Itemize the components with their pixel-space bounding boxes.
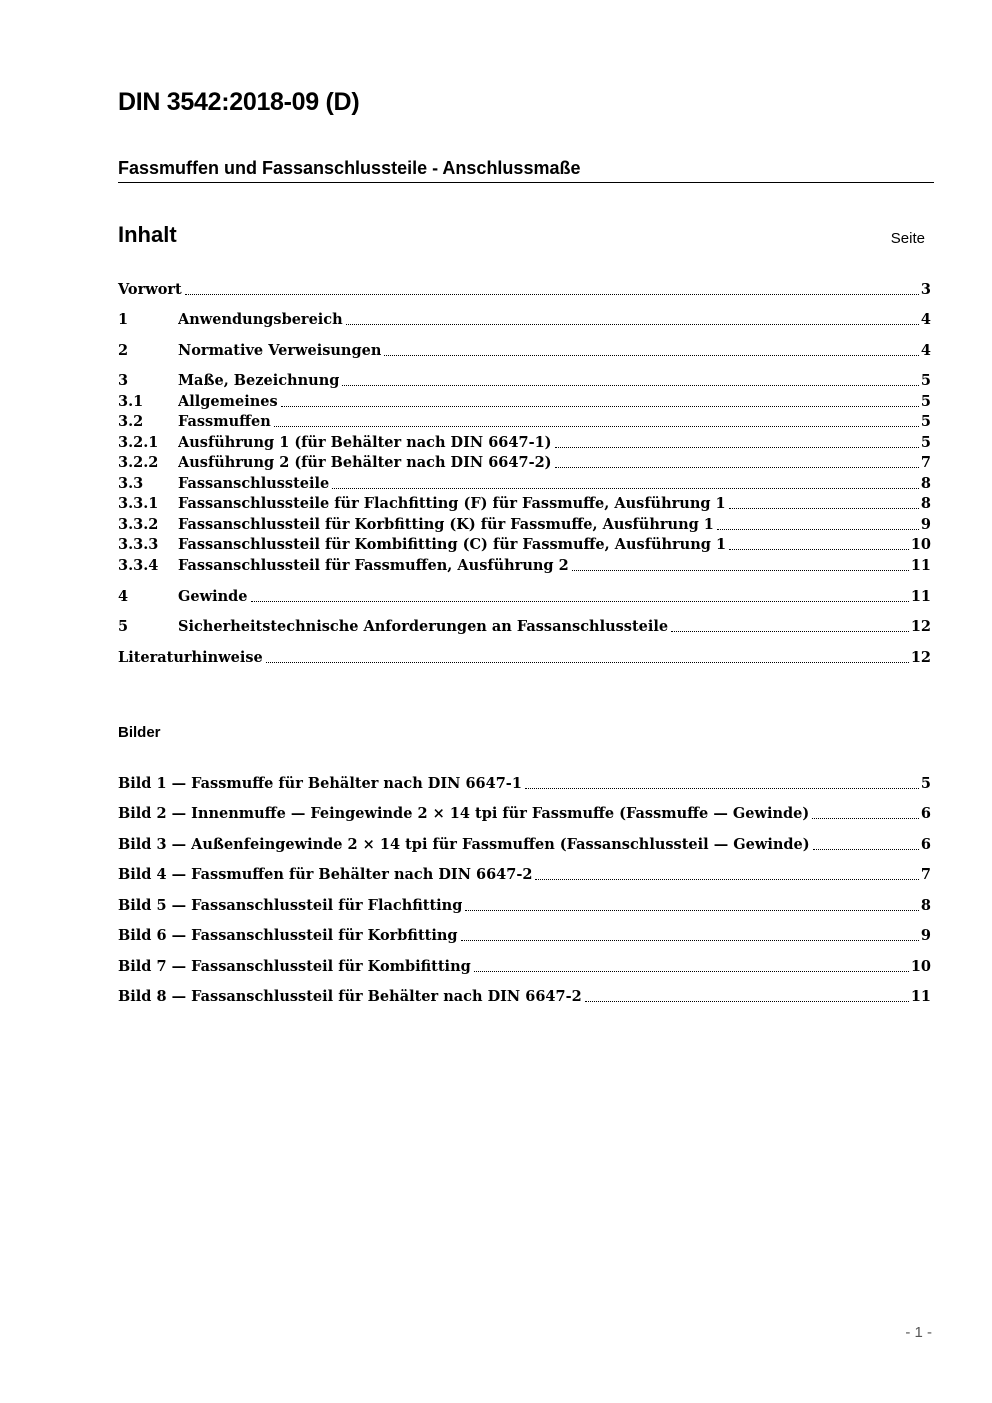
- toc-dot-leader: [251, 600, 909, 602]
- toc-dot-leader: [274, 425, 919, 427]
- document-title: DIN 3542:2018-09 (D): [118, 88, 360, 116]
- toc-entry-title: Anwendungsbereich: [178, 311, 343, 328]
- figure-entry-title: Bild 2 — Innenmuffe — Feingewinde 2 × 14 tpi für Fassmuffe (Fassmuffe — Gewinde): [118, 805, 810, 822]
- toc-entry-3-3-2[interactable]: [118, 515, 931, 535]
- toc-entry-title: Allgemeines: [178, 393, 278, 410]
- toc-dot-leader: [384, 354, 919, 356]
- toc-dot-leader: [813, 848, 919, 850]
- toc-dot-leader: [266, 661, 909, 663]
- toc-entry-page: 8: [920, 495, 931, 512]
- figure-entry-5[interactable]: [118, 896, 931, 916]
- toc-dot-leader: [729, 548, 909, 550]
- toc-dot-leader: [729, 507, 919, 509]
- toc-entry-title: Maße, Bezeichnung: [178, 372, 340, 389]
- toc-dot-leader: [812, 817, 919, 819]
- toc-entry-title: Fassanschlussteil für Korbfitting (K) für Fassmuffe, Ausführung 1: [178, 516, 714, 533]
- toc-entry-3-3-1[interactable]: [118, 494, 931, 514]
- toc-entry-number: 3.2.2: [118, 454, 159, 471]
- toc-entry-page: 7: [920, 454, 931, 471]
- toc-entry-title: Ausführung 1 (für Behälter nach DIN 6647-1): [178, 434, 552, 451]
- toc-dot-leader: [671, 630, 909, 632]
- figure-entry-title: Bild 5 — Fassanschlussteil für Flachfitting: [118, 897, 463, 914]
- toc-entry-title: Sicherheitstechnische Anforderungen an Fassanschlussteile: [178, 618, 669, 635]
- figure-entry-page: 7: [920, 866, 931, 883]
- toc-entry-label: Literaturhinweise: [118, 649, 263, 666]
- toc-dot-leader: [474, 970, 909, 972]
- toc-entry-number: 1: [118, 311, 129, 328]
- toc-entry-page: 4: [920, 342, 931, 359]
- toc-dot-leader: [555, 466, 919, 468]
- toc-entry-3-2-2[interactable]: [118, 453, 931, 473]
- figure-entry-2[interactable]: [118, 804, 931, 824]
- toc-entry-title: Gewinde: [178, 588, 248, 605]
- figure-entry-title: Bild 4 — Fassmuffen für Behälter nach DIN 6647-2: [118, 866, 533, 883]
- toc-entry-title: Fassanschlussteile: [178, 475, 330, 492]
- figure-entry-page: 11: [910, 988, 931, 1005]
- toc-heading: Inhalt: [118, 222, 177, 247]
- toc-entry-number: 4: [118, 588, 129, 605]
- toc-dot-leader: [281, 405, 919, 407]
- toc-entry-page: 12: [910, 649, 931, 666]
- toc-entry-number: 2: [118, 342, 129, 359]
- document-subtitle: Fassmuffen und Fassanschlussteile - Anschlussmaße: [118, 158, 934, 183]
- toc-dot-leader: [525, 787, 919, 789]
- toc-dot-leader: [717, 528, 919, 530]
- toc-entry-number: 3.3.2: [118, 516, 159, 533]
- toc-entry-number: 3.2.1: [118, 434, 159, 451]
- figure-entry-4[interactable]: [118, 865, 931, 885]
- figure-entry-8[interactable]: [118, 987, 931, 1007]
- figure-entry-title: Bild 8 — Fassanschlussteil für Behälter nach DIN 6647-2: [118, 988, 582, 1005]
- toc-entry-1[interactable]: [118, 310, 931, 330]
- toc-dot-leader: [555, 446, 919, 448]
- figure-entry-1[interactable]: [118, 774, 931, 794]
- toc-entry-page: 9: [920, 516, 931, 533]
- toc-dot-leader: [585, 1000, 909, 1002]
- toc-entry-5[interactable]: [118, 617, 931, 637]
- figure-entry-page: 10: [910, 958, 931, 975]
- toc-entry-literaturhinweise[interactable]: [118, 648, 931, 668]
- toc-entry-3-2[interactable]: [118, 412, 931, 432]
- toc-entry-page: 10: [910, 536, 931, 553]
- toc-entry-page: 8: [920, 475, 931, 492]
- toc-entry-page: 5: [920, 372, 931, 389]
- toc-entry-number: 3.3.3: [118, 536, 159, 553]
- figure-entry-title: Bild 3 — Außenfeingewinde 2 × 14 tpi für Fassmuffen (Fassanschlussteil — Gewinde): [118, 836, 810, 853]
- figure-entry-page: 6: [920, 836, 931, 853]
- toc-entry-number: 3.2: [118, 413, 144, 430]
- toc-entry-page: 11: [910, 588, 931, 605]
- toc-entry-page: 11: [910, 557, 931, 574]
- figure-entry-title: Bild 1 — Fassmuffe für Behälter nach DIN 6647-1: [118, 775, 522, 792]
- figure-entry-title: Bild 7 — Fassanschlussteil für Kombifitting: [118, 958, 471, 975]
- toc-dot-leader: [185, 293, 919, 295]
- toc-entry-title: Fassanschlussteil für Fassmuffen, Ausführung 2: [178, 557, 569, 574]
- toc-entry-title: Fassanschlussteile für Flachfitting (F) für Fassmuffe, Ausführung 1: [178, 495, 726, 512]
- figures-heading: Bilder: [118, 724, 161, 741]
- toc-entry-3-3-3[interactable]: [118, 535, 931, 555]
- toc-entry-3-2-1[interactable]: [118, 433, 931, 453]
- figure-entry-page: 6: [920, 805, 931, 822]
- toc-entry-number: 3.3.4: [118, 557, 159, 574]
- figure-entry-title: Bild 6 — Fassanschlussteil für Korbfitting: [118, 927, 458, 944]
- toc-entry-title: Fassmuffen: [178, 413, 271, 430]
- toc-entry-3[interactable]: [118, 371, 931, 391]
- toc-entry-page: 12: [910, 618, 931, 635]
- toc-entry-number: 3.3: [118, 475, 144, 492]
- figure-entry-page: 9: [920, 927, 931, 944]
- toc-entry-page: 5: [920, 434, 931, 451]
- toc-entry-title: Normative Verweisungen: [178, 342, 382, 359]
- toc-entry-page: 5: [920, 393, 931, 410]
- toc-entry-label: Vorwort: [118, 281, 182, 298]
- toc-entry-page: 3: [920, 281, 931, 298]
- figure-entry-page: 8: [920, 897, 931, 914]
- toc-entry-number: 3.3.1: [118, 495, 159, 512]
- toc-dot-leader: [346, 323, 919, 325]
- figure-entry-6[interactable]: [118, 926, 931, 946]
- figure-entry-7[interactable]: [118, 957, 931, 977]
- toc-entry-page: 5: [920, 413, 931, 430]
- toc-entry-3-3-4[interactable]: [118, 556, 931, 576]
- toc-entry-number: 5: [118, 618, 129, 635]
- toc-dot-leader: [342, 384, 919, 386]
- toc-entry-3-1[interactable]: [118, 392, 931, 412]
- toc-entry-number: 3: [118, 372, 129, 389]
- toc-entry-title: Ausführung 2 (für Behälter nach DIN 6647-2): [178, 454, 552, 471]
- toc-dot-leader: [465, 909, 919, 911]
- toc-entry-3-3[interactable]: [118, 474, 931, 494]
- toc-dot-leader: [332, 487, 919, 489]
- page-number-footer: - 1 -: [905, 1324, 932, 1341]
- toc-entry-vorwort[interactable]: [118, 280, 931, 300]
- toc-dot-leader: [461, 939, 919, 941]
- toc-entry-4[interactable]: [118, 587, 931, 607]
- figure-entry-3[interactable]: [118, 835, 931, 855]
- toc-entry-title: Fassanschlussteil für Kombifitting (C) für Fassmuffe, Ausführung 1: [178, 536, 727, 553]
- toc-dot-leader: [572, 569, 909, 571]
- figure-entry-page: 5: [920, 775, 931, 792]
- toc-entry-page: 4: [920, 311, 931, 328]
- toc-page-column-label: Seite: [890, 230, 925, 247]
- toc-entry-2[interactable]: [118, 341, 931, 361]
- toc-dot-leader: [535, 878, 918, 880]
- toc-entry-number: 3.1: [118, 393, 144, 410]
